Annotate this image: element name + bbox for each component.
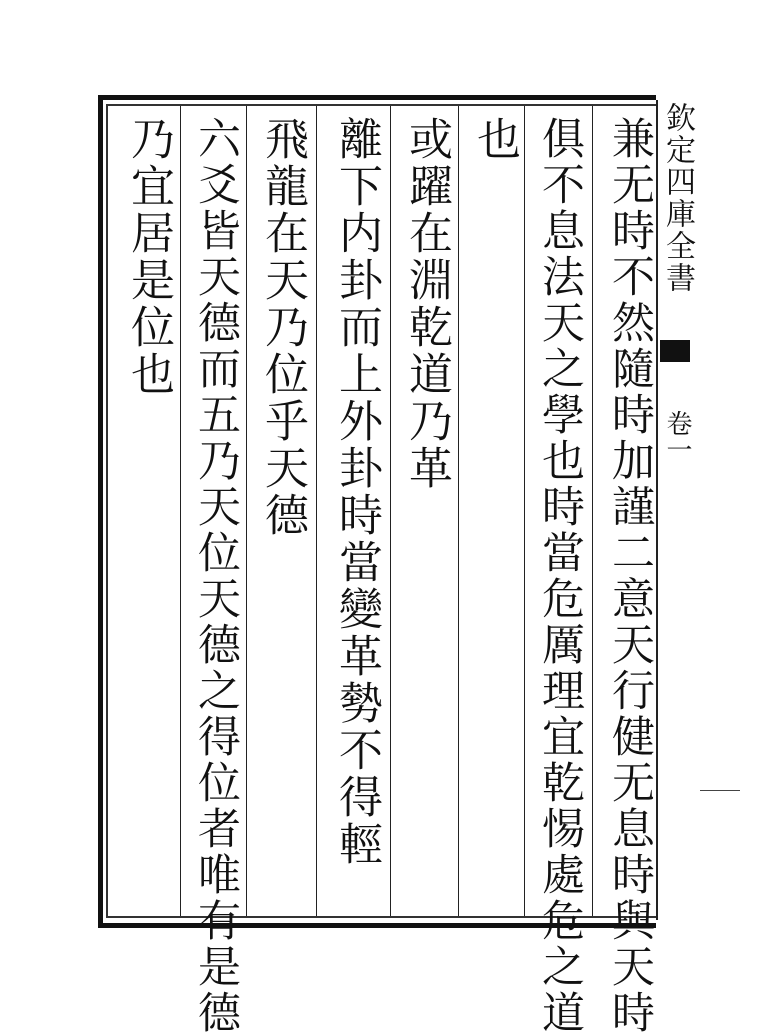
text-column-2: 俱不息法天之學也時當危厲理宜乾惕處危之道 <box>535 116 585 1036</box>
text-column-3: 也 <box>469 116 520 163</box>
frame-inner-top-rule <box>106 104 656 106</box>
edge-dash-mark <box>700 790 740 791</box>
column-divider <box>316 106 317 916</box>
volume-label: 卷一 <box>662 410 692 462</box>
column-divider <box>524 106 525 916</box>
column-divider <box>458 106 459 916</box>
text-column-5: 離下内卦而上外卦時當變革勢不得輕 <box>331 116 382 868</box>
text-column-7: 六爻皆天德而五乃天位天德之得位者唯有是德 <box>191 116 241 1036</box>
fishtail-mark <box>660 340 690 362</box>
column-divider <box>246 106 247 916</box>
text-column-4: 或躍在淵乾道乃革 <box>401 116 452 492</box>
text-column-6: 飛龍在天乃位乎天德 <box>257 116 308 539</box>
book-title: 欽定四庫全書 <box>660 102 695 294</box>
text-column-1: 兼无時不然隨時加謹二意天行健无息時與天時 <box>605 116 655 1036</box>
column-divider <box>390 106 391 916</box>
column-divider <box>180 106 181 916</box>
column-divider <box>592 106 593 916</box>
text-column-8: 乃宜居是位也 <box>123 116 174 398</box>
frame-inner-left-rule <box>106 104 108 918</box>
